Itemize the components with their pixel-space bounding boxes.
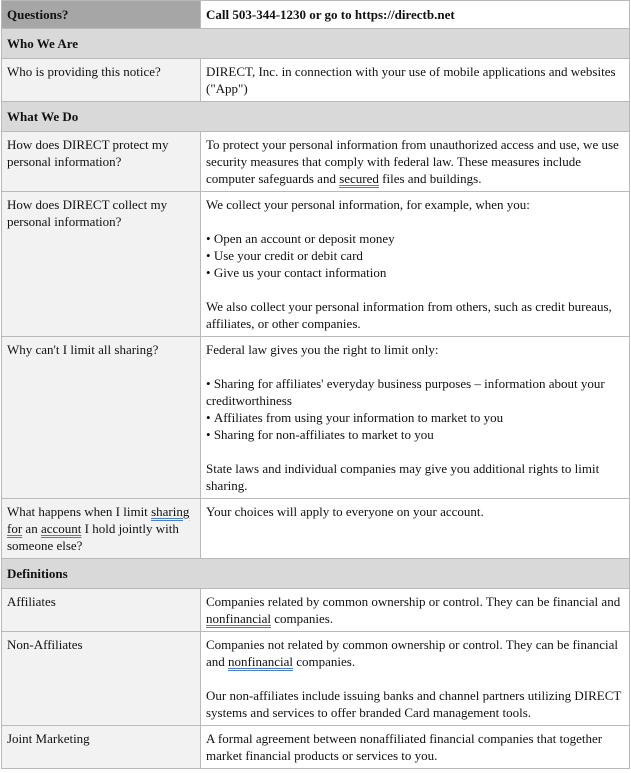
definition-cell [201,632,630,726]
answer-text: files and buildings. [378,171,482,186]
term-cell: Affiliates [2,589,201,632]
row-limit [2,337,630,499]
bullet-list [206,375,624,443]
definition-extra: Our non-affiliates include issuing banks and channel partners utilizing DIRECT systems and services to offer branded Card management tools. [206,688,622,720]
answer-intro: Federal law gives you the right to limit only: [206,342,439,357]
row-joint-marketing [2,726,630,769]
definition-text: companies. [270,611,334,626]
answer-cell [201,337,630,499]
header-question: Questions? [2,1,201,29]
definition-cell: A formal agreement between nonaffiliated financial companies that together market financial products or services to you. [201,726,630,769]
section-definitions [2,559,630,589]
answer-outro: We also collect your personal information from others, such as credit bureaus, affiliates, or other companies. [206,299,612,331]
row-joint-account [2,499,630,559]
section-what-we-do [2,102,630,132]
question-text: What happens when I limit [7,504,152,519]
answer-cell [201,132,630,192]
spellcheck-word: nonfinancial [206,611,271,626]
question-cell: How does DIRECT protect my personal information? [2,132,201,192]
question-text: an [22,521,41,536]
answer-intro: We collect your personal information, for example, when you: [206,197,530,212]
answer-text: To protect your personal information from unauthorized access and use, we use security measures that comply with federal law. These measures include computer safeguards and [206,137,619,186]
question-cell [2,499,201,559]
definition-paragraph [206,636,624,670]
section-who-we-are [2,29,630,59]
answer-cell: Your choices will apply to everyone on your account. [201,499,630,559]
term-cell: Joint Marketing [2,726,201,769]
answer-cell: DIRECT, Inc. in connection with your use of mobile applications and websites ("App") [201,59,630,102]
spellcheck-word: secured [339,171,379,186]
spellcheck-word: sharing for [7,504,190,536]
definition-text: Companies related by common ownership or control. They can be financial and [206,594,621,609]
row-collect [2,192,630,337]
section-title: Definitions [2,559,630,589]
row-non-affiliates [2,632,630,726]
bullet-list [206,230,624,281]
question-cell: How does DIRECT collect my personal information? [2,192,201,337]
definition-text: Companies not related by common ownership or control. They can be financial and [206,637,619,669]
row-provider [2,59,630,102]
question-text: I hold jointly with someone else? [7,521,179,553]
row-affiliates [2,589,630,632]
section-title: Who We Are [2,29,630,59]
row-protect [2,132,630,192]
spellcheck-word: account [40,521,82,536]
definition-text: companies. [293,654,356,669]
definition-cell [201,589,630,632]
bullet-item: • Use your credit or debit card [206,247,624,264]
section-title: What We Do [2,102,630,132]
bullet-item: • Open an account or deposit money [206,230,624,247]
answer-outro: State laws and individual companies may give you additional rights to limit sharing. [206,461,600,493]
answer-cell [201,192,630,337]
bullet-item: • Affiliates from using your information to market to you [206,409,624,426]
bullet-item: • Sharing for affiliates' everyday business purposes – information about your creditworthiness [206,375,624,409]
spellcheck-word: nonfinancial [228,654,294,669]
header-row [2,1,630,29]
question-cell: Who is providing this notice? [2,59,201,102]
header-contact: Call 503-344-1230 or go to https://directb.net [201,1,630,29]
privacy-notice-table [1,0,630,769]
bullet-item: • Sharing for non-affiliates to market to you [206,426,624,443]
bullet-item: • Give us your contact information [206,264,624,281]
term-cell: Non-Affiliates [2,632,201,726]
question-cell: Why can't I limit all sharing? [2,337,201,499]
